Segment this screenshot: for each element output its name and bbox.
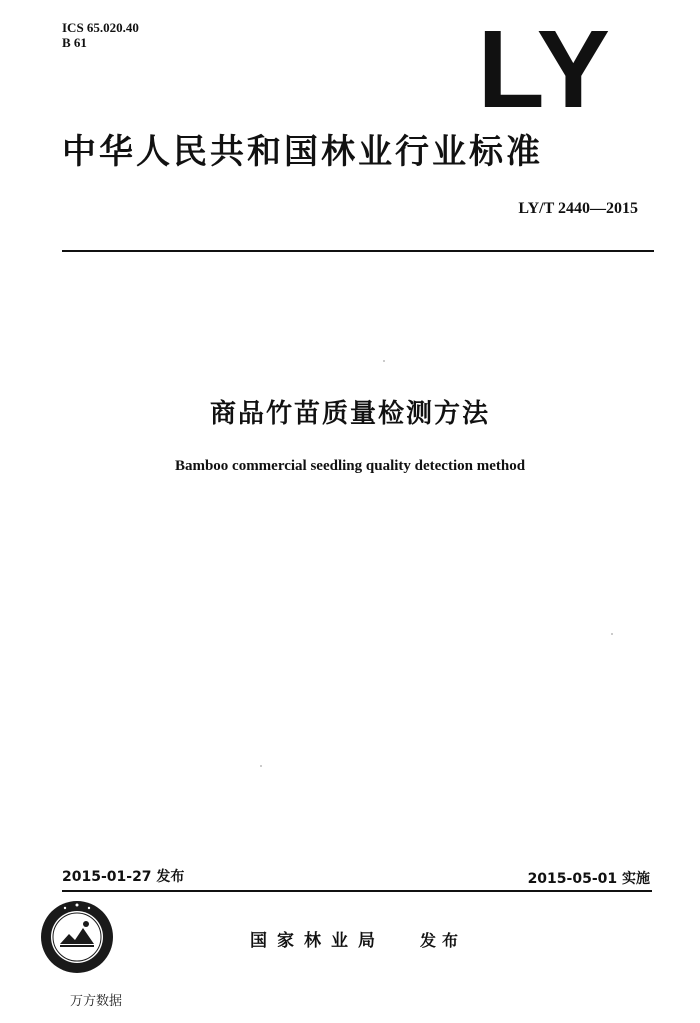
implement-date: 2015-05-01 实施 bbox=[527, 871, 650, 887]
document-title-en: Bamboo commercial seedling quality detection method bbox=[174, 458, 526, 474]
classification-codes bbox=[62, 20, 139, 50]
ccs-code: B 61 bbox=[62, 35, 87, 50]
publish-date: 2015-01-27 发布 bbox=[62, 869, 185, 885]
scan-speck bbox=[611, 633, 613, 635]
ics-code: ICS 65.020.40 bbox=[62, 20, 139, 35]
top-divider bbox=[62, 250, 654, 252]
standard-code: LY/T 2440—2015 bbox=[518, 200, 638, 217]
publisher-name: 国家林业局 bbox=[250, 931, 385, 951]
publish-label: 发布 bbox=[420, 931, 465, 950]
standard-title: 中华人民共和国林业行业标准 bbox=[62, 132, 543, 172]
watermark-text: 万方数据 bbox=[70, 994, 123, 1009]
scan-speck bbox=[260, 765, 262, 767]
scan-speck bbox=[383, 360, 385, 362]
ly-logo: LY bbox=[477, 8, 612, 131]
document-title-cn: 商品竹苗质量检测方法 bbox=[209, 399, 490, 429]
bottom-divider bbox=[62, 890, 652, 892]
official-seal-icon bbox=[38, 898, 116, 976]
